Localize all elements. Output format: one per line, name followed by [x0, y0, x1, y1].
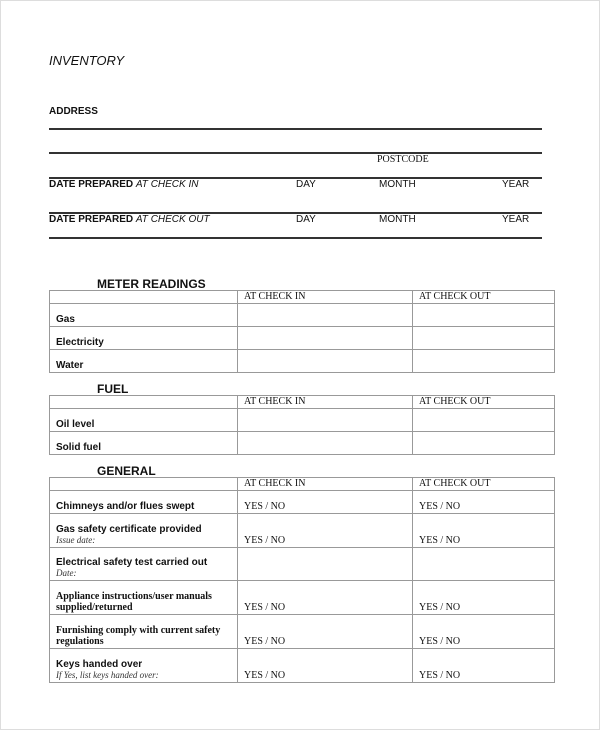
form-title: INVENTORY	[49, 53, 125, 68]
table-row	[50, 491, 555, 514]
table-row	[50, 327, 555, 350]
check-out-yes-no[interactable]: YES / NO	[413, 581, 555, 615]
table-row	[50, 409, 555, 432]
solid-fuel-check-in-cell[interactable]	[238, 432, 413, 455]
check-in-yes-no[interactable]: YES / NO	[238, 514, 413, 548]
general-table	[49, 477, 555, 683]
header-blank	[50, 478, 238, 491]
row-label-cell	[50, 514, 238, 548]
check-out-yes-no[interactable]: YES / NO	[413, 514, 555, 548]
fuel-table	[49, 395, 555, 455]
row-label-cell	[50, 581, 238, 615]
postcode-label: POSTCODE	[377, 154, 429, 165]
row-label: Solid fuel	[50, 432, 238, 455]
year-label: YEAR	[502, 179, 530, 190]
row-label-cell	[50, 548, 238, 581]
row-sublabel: Issue date:	[56, 535, 96, 545]
address-line-2[interactable]	[49, 152, 542, 154]
month-label: MONTH	[379, 179, 416, 190]
table-row	[50, 649, 555, 683]
check-out-cell[interactable]	[413, 548, 555, 581]
check-in-yes-no[interactable]: YES / NO	[238, 649, 413, 683]
row-label: Gas safety certificate provided	[56, 524, 202, 535]
row-label: Electricity	[50, 327, 238, 350]
header-check-out: AT CHECK OUT	[413, 478, 555, 491]
row-sublabel: Date:	[56, 568, 77, 578]
row-label-cell	[50, 649, 238, 683]
date-qualifier: AT CHECK OUT	[135, 214, 210, 225]
date-label: DATE PREPARED	[49, 179, 134, 190]
check-in-cell[interactable]	[238, 548, 413, 581]
address-label: ADDRESS	[49, 106, 98, 117]
header-blank	[50, 396, 238, 409]
fuel-title: FUEL	[97, 382, 129, 396]
date-check-out-line[interactable]	[49, 237, 542, 239]
header-check-in: AT CHECK IN	[238, 396, 413, 409]
row-label: Water	[50, 350, 238, 373]
header-check-in: AT CHECK IN	[238, 478, 413, 491]
check-in-yes-no[interactable]: YES / NO	[238, 581, 413, 615]
meter-readings-title: METER READINGS	[97, 277, 206, 291]
gas-check-out-cell[interactable]	[413, 304, 555, 327]
gas-check-in-cell[interactable]	[238, 304, 413, 327]
general-title: GENERAL	[97, 464, 156, 478]
table-row	[50, 432, 555, 455]
row-label: Appliance instructions/user manuals supplied/returned	[56, 591, 212, 613]
check-out-yes-no[interactable]: YES / NO	[413, 649, 555, 683]
oil-check-out-cell[interactable]	[413, 409, 555, 432]
table-row	[50, 581, 555, 615]
address-line-1[interactable]	[49, 128, 542, 130]
header-check-in: AT CHECK IN	[238, 291, 413, 304]
row-label: Gas	[50, 304, 238, 327]
meter-readings-table	[49, 290, 555, 373]
row-label-cell	[50, 491, 238, 514]
check-out-yes-no[interactable]: YES / NO	[413, 491, 555, 514]
table-row	[50, 304, 555, 327]
header-check-out: AT CHECK OUT	[413, 291, 555, 304]
day-label: DAY	[296, 179, 316, 190]
header-check-out: AT CHECK OUT	[413, 396, 555, 409]
date-label: DATE PREPARED	[49, 214, 134, 225]
check-in-yes-no[interactable]: YES / NO	[238, 615, 413, 649]
check-out-yes-no[interactable]: YES / NO	[413, 615, 555, 649]
water-check-in-cell[interactable]	[238, 350, 413, 373]
row-label: Chimneys and/or flues swept	[56, 501, 195, 512]
header-blank	[50, 291, 238, 304]
oil-check-in-cell[interactable]	[238, 409, 413, 432]
month-label: MONTH	[379, 214, 416, 225]
day-label: DAY	[296, 214, 316, 225]
water-check-out-cell[interactable]	[413, 350, 555, 373]
row-label: Furnishing comply with current safety regulations	[56, 625, 221, 647]
electricity-check-in-cell[interactable]	[238, 327, 413, 350]
table-row	[50, 350, 555, 373]
electricity-check-out-cell[interactable]	[413, 327, 555, 350]
year-label: YEAR	[502, 214, 530, 225]
row-label: Oil level	[50, 409, 238, 432]
solid-fuel-check-out-cell[interactable]	[413, 432, 555, 455]
row-label: Keys handed over	[56, 659, 143, 670]
row-sublabel: If Yes, list keys handed over:	[56, 670, 159, 680]
table-row	[50, 514, 555, 548]
date-check-out-label	[49, 214, 210, 225]
table-row	[50, 548, 555, 581]
row-label-cell	[50, 615, 238, 649]
date-qualifier: AT CHECK IN	[135, 179, 199, 190]
table-row	[50, 615, 555, 649]
row-label: Electrical safety test carried out	[56, 557, 208, 568]
date-check-in-label	[49, 179, 198, 190]
check-in-yes-no[interactable]: YES / NO	[238, 491, 413, 514]
